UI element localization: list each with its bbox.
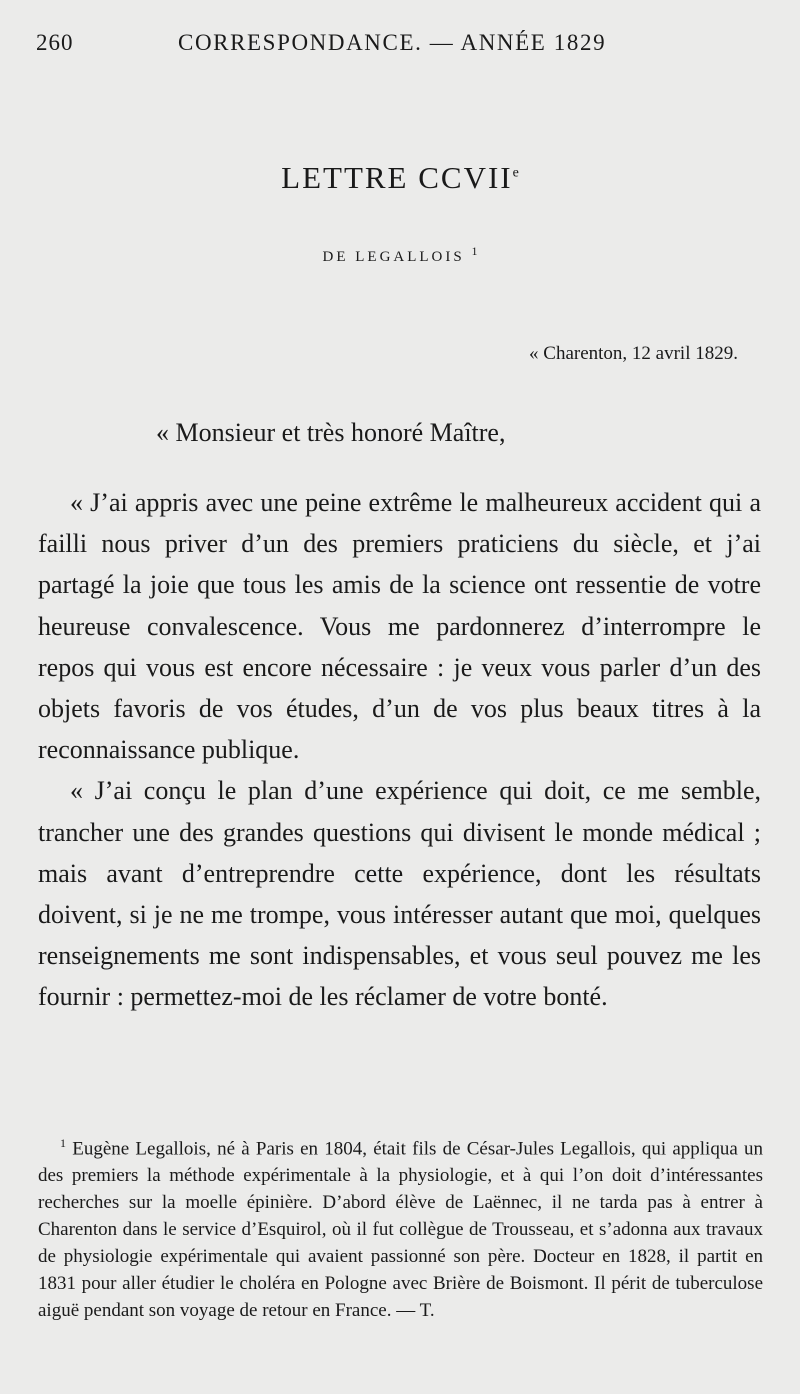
salutation: « Monsieur et très honoré Maître, <box>156 418 506 447</box>
footnote <box>38 1130 763 1324</box>
letter-body <box>38 482 761 1018</box>
body-paragraph: « J’ai appris avec une peine extrême le malheureux accident qui a failli nous priver d’un des premiers praticiens du siècle, et j’ai partagé la joie que tous les amis de la science ont ressentie de votre heureuse convalescence. Vous me pardonnerez d’interrompre le repos qui vous est encore nécessaire : je veux vous parler d’un des objets favoris de vos études, d’un de vos plus beaux titres à la reconnaissance publique. <box>38 488 761 765</box>
letter-title <box>0 160 800 196</box>
footnote-mark: 1 <box>60 1136 66 1150</box>
letter-title-text: LETTRE CCVII <box>281 160 513 195</box>
letter-author-text: DE LEGALLOIS <box>322 249 465 265</box>
footnote-text: Eugène Legallois, né à Paris en 1804, était fils de César-Jules Legallois, qui appliqua un des premiers la méthode expérimentale à la physiologie, et à qui l’on doit d’intéressantes recherches sur la moelle épinière. D’abord élève de Laënnec, il ne tarda pas à entrer à Charenton dans le service d’Esquirol, où il fut collègue de Trousseau, et s’adonna aux travaux de physiologie expérimentale qui avaient passionné son père. Docteur en 1828, il partit en 1831 pour aller étudier le choléra en Pologne avec Brière de Boismont. Il périt de tuberculose aiguë pendant son voyage de retour en France. — T. <box>38 1138 763 1322</box>
running-title: CORRESPONDANCE. — ANNÉE 1829 <box>178 30 607 55</box>
letter-author <box>0 244 800 266</box>
footnote-reference: 1 <box>471 244 478 258</box>
body-paragraph: « J’ai conçu le plan d’une expérience qui doit, ce me semble, trancher une des grandes questions qui divisent le monde médical ; mais avant d’entreprendre cette expérience, dont les résultats doivent, si je ne me trompe, vous intéresser autant que moi, quelques renseignements me sont indispensables, et vous seul pouvez me les fournir : permettez-moi de les réclamer de votre bonté. <box>38 776 761 1012</box>
page-number: 260 <box>36 30 74 55</box>
dateline: « Charenton, 12 avril 1829. <box>529 343 738 364</box>
running-header <box>36 30 760 66</box>
footnote-paragraph <box>38 1130 763 1324</box>
letter-title-suffix: e <box>512 165 519 181</box>
